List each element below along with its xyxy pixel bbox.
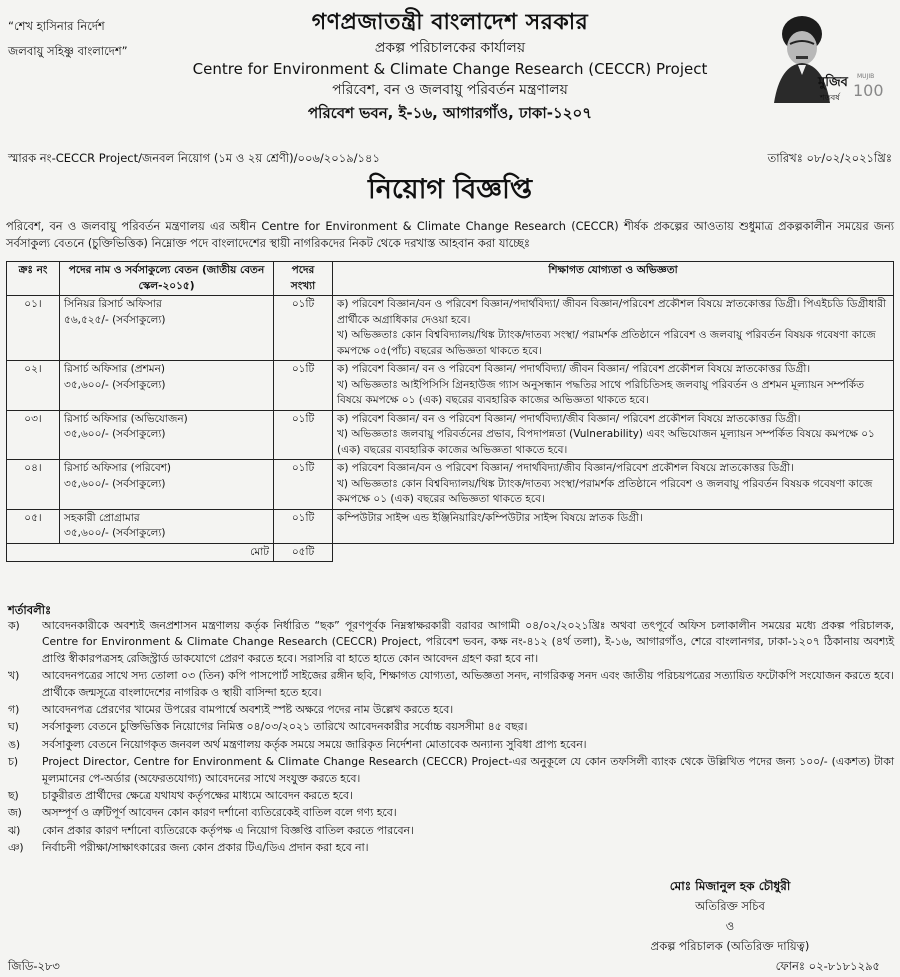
conditions-title: শর্তাবলীঃ [8, 603, 52, 617]
condition-item [8, 668, 894, 701]
condition-marker: গ) [8, 703, 20, 717]
row-count: ০১টি [274, 460, 333, 510]
qualification-experience: খ) অভিজ্ঞতাঃ কোন বিশ্ববিদ্যালয়/থিঙ্ক ট্যাংক/দাতব্য সংস্থা/ পরামর্শক প্রতিষ্ঠানে পরিবেশ ও জলবায়ু পরিবর্তন বিষয়ক গবেষণা কাজে কমপক্ষে ০৫(পাঁচ) বছরের অভিজ্ঞতা থাকতে হবে। [337, 329, 876, 357]
table-row [7, 296, 894, 361]
conditions-list [8, 618, 894, 858]
condition-item [8, 788, 894, 804]
post-salary: ৩৫,৬০০/- (সর্বসাকুল্যে) [64, 378, 166, 391]
header-serial: ক্রঃ নং [7, 262, 60, 296]
row-post [60, 296, 274, 361]
condition-item [8, 754, 894, 787]
mujib-100-logo [760, 8, 884, 108]
condition-marker: ক) [8, 619, 20, 632]
condition-item [8, 719, 894, 735]
post-salary: ৫৬,৫২৫/- (সর্বসাকুল্যে) [64, 313, 166, 326]
qualification-experience: খ) অভিজ্ঞতাঃ জলবায়ু পরিবর্তনের প্রভাব, বিপদাপন্নতা (Vulnerability) এবং অভিযোজন মূল্যায়ন সম্পর্কিত বিষয়ে কমপক্ষে ০১ (এক) বছরের ব্যবহারিক কাজের অভিজ্ঞতা থাকতে হবে। [337, 428, 875, 456]
signatory-role: প্রকল্প পরিচালক (অতিরিক্ত দায়িত্ব) [650, 939, 810, 953]
condition-text: সর্বসাকুল্য বেতনে চুক্তিভিত্তিক নিয়োগের নিমিত্ত ০৪/০৩/২০২১ তারিখে আবেদনকারীর সর্বোচ্চ বয়সসীমা ৪৫ বছর। [42, 720, 528, 734]
phone-number: ফোনঃ ০২-৮১৮১২৯৫ [775, 959, 880, 973]
row-count: ০১টি [274, 509, 333, 543]
qualification-experience: খ) অভিজ্ঞতাঃ কোন বিশ্ববিদ্যালয়/থিঙ্ক ট্যাংক/দাতব্য সংস্থা/পরামর্শক প্রতিষ্ঠানে পরিবেশ ও জলবায়ু পরিবর্তন বিষয়ক গবেষণা কাজে কমপক্ষে ০১ (এক) বছরের অভিজ্ঞতা থাকতে হবে। [337, 477, 873, 505]
row-post [60, 410, 274, 460]
row-qualification [333, 296, 894, 361]
signatory-and: ও [725, 919, 735, 933]
condition-item [8, 823, 894, 839]
row-qualification [333, 361, 894, 411]
row-qualification [333, 509, 894, 543]
post-title: রিসার্চ অফিসার (পরিবেশ) [64, 462, 172, 474]
total-empty-cell [333, 543, 894, 562]
intro-paragraph: পরিবেশ, বন ও জলবায়ু পরিবর্তন মন্ত্রণালয় এর অধীন Centre for Environment & Climate Change Research (CECCR) শীর্ষক প্রকল্পের আওতায় শুধুমাত্র প্রকল্পকালীন সময়ের জন্য সর্বসাকুল্য বেতনে (চুক্তিভিত্তিক) নিম্নোক্ত পদে বাংলাদেশের স্থায়ী নাগরিকদের নিকট থেকে দরখাস্ত আহবান করা যাচ্ছেঃ [6, 220, 894, 250]
project-name: Centre for Environment & Climate Change Research (CECCR) Project [192, 60, 708, 78]
condition-marker: ছ) [8, 789, 19, 803]
condition-text: সর্বসাকুল্য বেতনে নিয়োগকৃত জনবল অর্থ মন্ত্রণালয় কর্তৃক সময়ে সময়ে জারিকৃত নির্দেশনা মোতাবেক অন্যান্য সুবিধা প্রাপ্য হবেন। [42, 737, 587, 751]
row-post [60, 509, 274, 543]
condition-item [8, 702, 894, 718]
qualification-education: ক) পরিবেশ বিজ্ঞান/ বন ও পরিবেশ বিজ্ঞান/ পদার্থবিদ্যা/ জীবন বিজ্ঞান/ পরিবেশ প্রকৌশল বিষয়ে স্নাতকোত্তর ডিগ্রী। [337, 363, 811, 375]
notice-date: তারিখঃ ০৮/০২/২০২১খ্রিঃ [767, 151, 892, 165]
table-header-row [7, 262, 894, 296]
qualification-education: ক) পরিবেশ বিজ্ঞান/বন ও পরিবেশ বিজ্ঞান/ পদার্থবিদ্যা/জীব বিজ্ঞান/পরিবেশ প্রকৌশল বিষয়ে স্নাতকোত্তর ডিগ্রী। [337, 462, 794, 474]
condition-text: আবেদনপত্রের সাথে সদ্য তোলা ০৩ (তিন) কপি পাসপোর্ট সাইজের রঙ্গীন ছবি, শিক্ষাগত যোগ্যতা, অভিজ্ঞতা সনদ, নাগরিকত্ব সনদ এবং জাতীয় পরিচয়পত্রের সত্যায়িত ফটোকপি সংযোজন করতে হবে। প্রার্থীকে জন্মসূত্রে বাংলাদেশের নাগরিক ও স্থায়ী বাসিন্দা হতে হবে। [42, 669, 894, 699]
total-label: মোট [7, 543, 274, 562]
table-row [7, 410, 894, 460]
post-title: রিসার্চ অফিসার (প্রশমন) [64, 363, 165, 375]
row-post [60, 361, 274, 411]
logo-text-en: MUJIB [857, 73, 875, 80]
post-salary: ৩৫,৬০০/- (সর্বসাকুল্যে) [64, 428, 166, 440]
header-qualification: শিক্ষাগত যোগ্যতা ও অভিজ্ঞতা [333, 262, 894, 296]
signatory-name: মোঃ মিজানুল হক চৌধুরী [669, 879, 791, 893]
post-title: সহকারী প্রোগ্রামার [64, 511, 140, 524]
table-row [7, 460, 894, 510]
slogan-line-2: জলবায়ু সহিষ্ণু বাংলাদেশ” [8, 44, 128, 58]
row-count: ০১টি [274, 410, 333, 460]
total-value: ০৫টি [274, 543, 333, 562]
condition-text: নির্বাচনী পরীক্ষা/সাক্ষাৎকারের জন্য কোন প্রকার টিএ/ডিএ প্রদান করা হবে না। [42, 841, 369, 855]
condition-item [8, 618, 894, 667]
ministry-name: পরিবেশ, বন ও জলবায়ু পরিবর্তন মন্ত্রণালয় [332, 82, 568, 98]
table-total-row [7, 543, 894, 562]
condition-item [8, 840, 894, 856]
office-name: প্রকল্প পরিচালকের কার্যালয় [374, 40, 526, 56]
header-count: পদের সংখ্যা [274, 262, 333, 296]
condition-text: চাকুরীরত প্রার্থীদের ক্ষেত্রে যথাযথ কর্তৃপক্ষের মাধ্যমে আবেদন করতে হবে। [42, 789, 353, 803]
signatory-title: অতিরিক্ত সচিব [695, 899, 765, 913]
table-row [7, 361, 894, 411]
row-count: ০১টি [274, 296, 333, 361]
row-serial: ০৫। [7, 509, 60, 543]
row-count: ০১টি [274, 361, 333, 411]
condition-marker: খ) [8, 669, 20, 683]
row-serial: ০৩। [7, 410, 60, 460]
post-salary: ৩৫,৬০০/- (সর্বসাকুল্যে) [64, 477, 166, 490]
notice-title: নিয়োগ বিজ্ঞপ্তি [367, 174, 533, 205]
qualification-experience: খ) অভিজ্ঞতাঃ আইপিসিসি গ্রিনহাউজ গ্যাস অনুসন্ধান পদ্ধতির সাথে পরিচিতিসহ জলবায়ু পরিবর্তন ও প্রশমন মূল্যায়ন সম্পর্কিত বিষয়ে কমপক্ষে ০১ (এক) বছরের ব্যবহারিক কাজের অভিজ্ঞতা থাকতে হবে। [337, 378, 865, 406]
condition-marker: জ) [8, 806, 22, 820]
condition-marker: ঞ) [8, 841, 24, 855]
qualification-education: ক) পরিবেশ বিজ্ঞান/বন ও পরিবেশ বিজ্ঞান/পদার্থবিদ্যা/ জীবন বিজ্ঞান/পরিবেশ প্রকৌশল বিষয়ে স্নাতকোত্তর ডিগ্রী। পিএইচডি ডিগ্রীধারী প্রার্থীকে অগ্রাধিকার দেওয়া হবে। [337, 298, 887, 326]
office-address: পরিবেশ ভবন, ই-১৬, আগারগাঁও, ঢাকা-১২০৭ [308, 104, 592, 122]
condition-text: Project Director, Centre for Environment & Climate Change Research (CECCR) Project-এর অনুকূলে যে কোন তফসিলী ব্যাংক থেকে উল্লিখিত পদের জন্য ১০০/- (একশত) টাকা মূল্যমানের পে-অর্ডার (অফেরতযোগ্য) আবেদনের সাথে সংযুক্ত করতে হবে। [42, 755, 894, 785]
portrait-icon [760, 8, 884, 108]
row-post [60, 460, 274, 510]
vacancy-table [6, 261, 894, 562]
condition-text: আবেদনপত্র প্রেরণের খামের উপরের বামপার্শ্বে অবশ্যই স্পষ্ট অক্ষরে পদের নাম উল্লেখ করতে হবে। [42, 703, 454, 717]
condition-marker: ঘ) [8, 720, 19, 734]
logo-text-bn: মুজিব [818, 75, 848, 90]
condition-text: কোন প্রকার কারণ দর্শানো ব্যতিরেকে কর্তৃপক্ষ এ নিয়োগ বিজ্ঞপ্তি বাতিল করতে পারবেন। [42, 823, 414, 837]
post-title: সিনিয়র রিসার্চ অফিসার [64, 298, 162, 310]
row-serial: ০২। [7, 361, 60, 411]
memo-number: স্মারক নং-CECCR Project/জনবল নিয়োগ (১ম ও ২য় শ্রেণী)/০০৬/২০১৯/১৪১ [8, 151, 380, 165]
condition-item [8, 805, 894, 821]
row-serial: ০১। [7, 296, 60, 361]
condition-marker: ঙ) [8, 737, 21, 751]
logo-text-sub: শতবর্ষ [820, 93, 840, 102]
gd-number: জিডি-২৮৩ [8, 959, 60, 973]
government-title: গণপ্রজাতন্ত্রী বাংলাদেশ সরকার [311, 10, 589, 35]
slogan-line-1: “শেখ হাসিনার নির্দেশ [8, 19, 105, 33]
qualification-education: ক) পরিবেশ বিজ্ঞান/ বন ও পরিবেশ বিজ্ঞান/ পদার্থবিদ্যা/জীব বিজ্ঞান/ পরিবেশ প্রকৌশল বিষয়ে স্নাতকোত্তর ডিগ্রী। [337, 412, 801, 425]
header-post: পদের নাম ও সর্বসাকুল্যে বেতন (জাতীয় বেতন স্কেল-২০১৫) [60, 262, 274, 296]
condition-item [8, 737, 894, 753]
post-title: রিসার্চ অফিসার (অভিযোজন) [64, 412, 188, 425]
condition-marker: চ) [8, 755, 19, 769]
post-salary: ৩৫,৬০০/- (সর্বসাকুল্যে) [64, 527, 166, 539]
row-serial: ০৪। [7, 460, 60, 510]
condition-text: অসম্পূর্ণ ও ত্রুটিপূর্ণ আবেদন কোন কারণ দর্শানো ব্যতিরেকেই বাতিল বলে গণ্য হবে। [42, 806, 397, 820]
qualification-education: কম্পিউটার সাইন্স এন্ড ইঞ্জিনিয়ারিং/কম্পিউটার সাইন্স বিষয়ে স্নাতক ডিগ্রী। [337, 511, 643, 524]
row-qualification [333, 460, 894, 510]
row-qualification [333, 410, 894, 460]
condition-marker: ঝ) [8, 823, 21, 837]
table-row [7, 509, 894, 543]
signature-block [560, 876, 900, 956]
condition-text: আবেদনকারীকে অবশ্যই জনপ্রশাসন মন্ত্রণালয় কর্তৃক নির্ধারিত “ছক” পূরণপূর্বক নিম্নস্বাক্ষরকারী বরাবর আগামী ০৪/০২/২০২১খ্রিঃ অথবা তৎপূর্বে অফিস চলাকালীন সময়ের মধ্যে প্রকল্প পরিচালক, Centre for Environment & Climate Change Research (CECCR) Project, পরিবেশ ভবন, কক্ষ নং-৪১২ (৪র্থ তলা), ই-১৬, আগারগাঁও, শেরে বাংলানগর, ঢাকা-১২০৭ ঠিকানায় অবশ্যই প্রাপ্তি স্বীকারপত্রসহ রেজিস্ট্রার্ড ডাকযোগে প্রেরণ করতে হবে। সরাসরি বা হাতে হাতে কোন আবেদন গ্রহণ করা হবে না। [42, 619, 894, 665]
logo-text-num: 100 [853, 81, 884, 100]
